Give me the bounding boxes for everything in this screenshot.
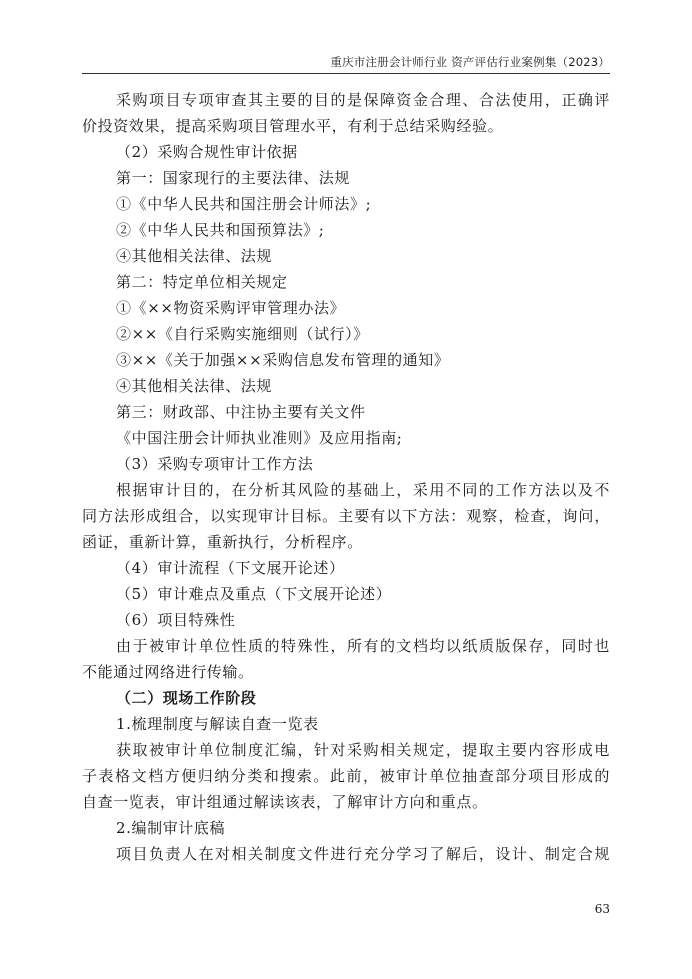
list-item: ①《××物资采购评审管理办法》 [116, 299, 346, 317]
subheading: 1.梳理制度与解读自查一览表 [116, 715, 319, 733]
list-item: ④其他相关法律、法规 [116, 377, 273, 395]
paragraph-line: 由于被审计单位性质的特殊性，所有的文档均以纸质版保存，同时也 [116, 637, 610, 655]
paragraph-line: 子表格文档方便归纳分类和搜索。此前，被审计单位抽查部分项目形成的 [82, 767, 610, 785]
paragraph-line: 自查一览表，审计组通过解读该表，了解审计方向和重点。 [82, 793, 488, 811]
header-rule [82, 73, 610, 74]
paragraph-line: 同方法形成组合，以实现审计目标。主要有以下方法：观察，检查，询问， [82, 507, 610, 525]
page-number: 63 [594, 902, 610, 916]
list-item: ②××《自行采购实施细则（试行）》 [116, 325, 369, 343]
subheading: （3）采购专项审计工作方法 [116, 455, 314, 473]
paragraph-line: 采购项目专项审查其主要的目的是保障资金合理、合法使用，正确评 [116, 91, 610, 109]
paragraph-line: 获取被审计单位制度汇编，针对采购相关规定，提取主要内容形成电 [116, 741, 610, 759]
subheading: （4）审计流程（下文展开论述） [116, 559, 345, 577]
list-heading: 第三：财政部、中注协主要有关文件 [116, 403, 366, 421]
list-heading: 第一：国家现行的主要法律、法规 [116, 169, 351, 187]
list-item: ①《中华人民共和国注册会计师法》; [116, 195, 372, 213]
paragraph-line: 根据审计目的，在分析其风险的基础上，采用不同的工作方法以及不 [116, 481, 610, 499]
running-header [82, 54, 610, 72]
list-item: ②《中华人民共和国预算法》; [116, 221, 325, 239]
subheading: 2.编制审计底稿 [116, 819, 226, 837]
list-item: 《中国注册会计师执业准则》及应用指南; [116, 429, 403, 447]
document-body [82, 87, 610, 867]
paragraph-line: 函证，重新计算，重新执行，分析程序。 [82, 533, 363, 551]
subheading: （5）审计难点及重点（下文展开论述） [116, 585, 392, 603]
paragraph-line: 项目负责人在对相关制度文件进行充分学习了解后，设计、制定合规 [116, 845, 610, 863]
paragraph-line: 价投资效果，提高采购项目管理水平，有利于总结采购经验。 [82, 117, 504, 135]
list-heading: 第二：特定单位相关规定 [116, 273, 288, 291]
subheading: （6）项目特殊性 [116, 611, 236, 629]
paragraph-line: 不能通过网络进行传输。 [82, 663, 254, 681]
list-item: ④其他相关法律、法规 [116, 247, 273, 265]
section-heading: （二）现场工作阶段 [116, 689, 257, 707]
header-title: 重庆市注册会计师行业 资产评估行业案例集（2023） [330, 55, 610, 69]
subheading: （2）采购合规性审计依据 [116, 143, 298, 161]
list-item: ③××《关于加强××采购信息发布管理的通知》 [116, 351, 450, 369]
